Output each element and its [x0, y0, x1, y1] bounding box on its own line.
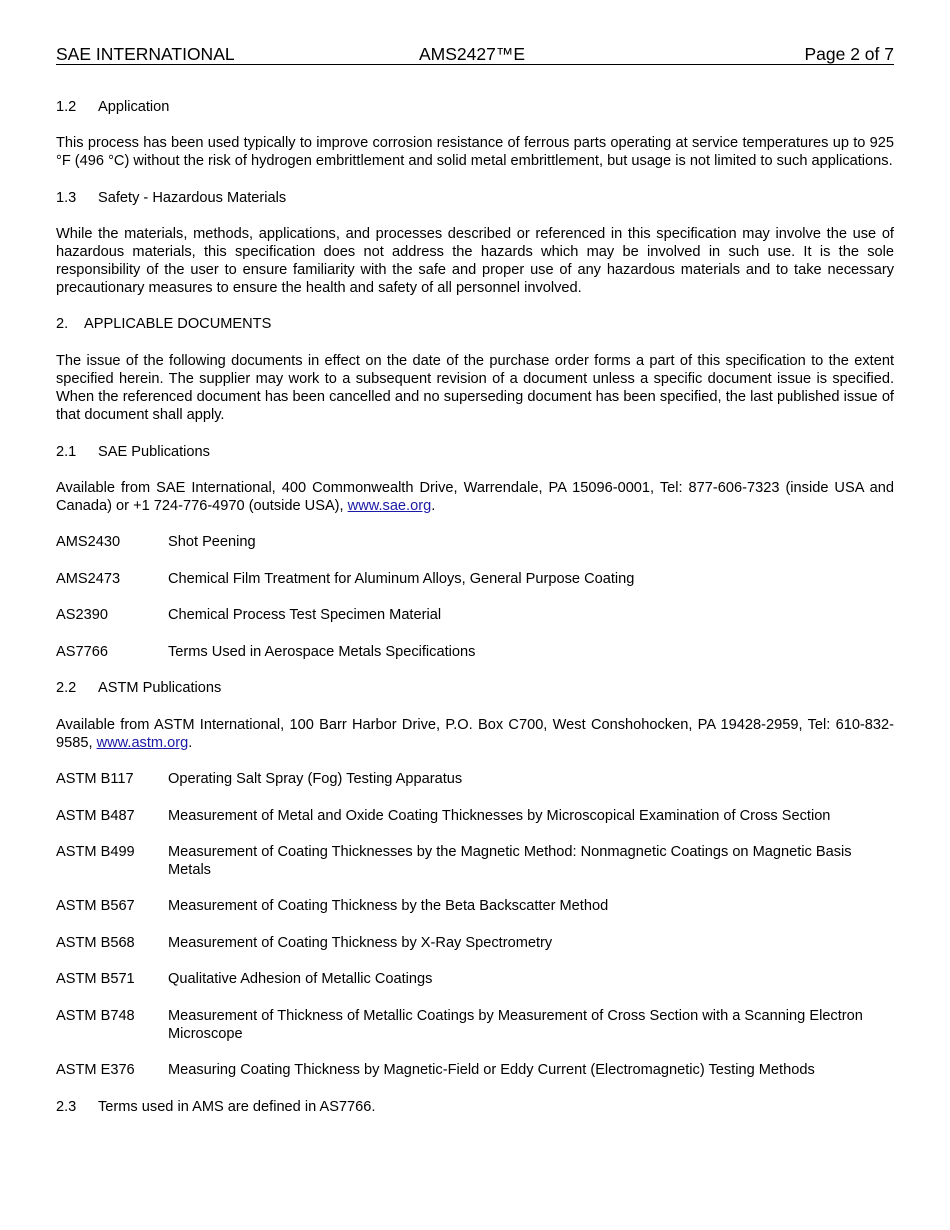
reference-code: AS2390 [56, 607, 108, 623]
reference-title: Qualitative Adhesion of Metallic Coatings [168, 971, 433, 987]
section-number: 2. [56, 316, 69, 332]
section-title: Application [98, 99, 170, 115]
section-title: ASTM Publications [98, 680, 222, 696]
reference-code: ASTM B571 [56, 971, 135, 987]
header-org: SAE INTERNATIONAL [56, 44, 235, 64]
section-number: 1.2 [56, 99, 77, 115]
astm-reference-list [56, 770, 894, 1079]
reference-title: Measurement of Coating Thickness by X-Ray Spectrometry [168, 935, 553, 951]
reference-title: Chemical Film Treatment for Aluminum Alloys, General Purpose Coating [168, 571, 635, 587]
section-text-1-3: While the materials, methods, applications, and processes described or referenced in this specification may involve the use of hazardous materials, this specification does not address the hazards which may be involved in such use. It is the sole responsibility of the user to ensure familiarity with the safe and proper use of any hazardous materials and to take necessary precautionary measures to ensure the health and safety of all personnel involved. [56, 226, 894, 296]
reference-item [56, 643, 894, 661]
reference-item [56, 770, 894, 788]
reference-item [56, 1007, 894, 1043]
reference-code: ASTM B748 [56, 1008, 135, 1024]
section-text-2-1 [56, 479, 894, 515]
section-text-1-2: This process has been used typically to improve corrosion resistance of ferrous parts operating at service temperatures up to 925 °F (496 °C) without the risk of hydrogen embrittlement and solid metal embrittlement, but usage is not limited to such applications. [56, 135, 894, 169]
sae-reference-list [56, 533, 894, 661]
reference-code: ASTM B117 [56, 771, 134, 787]
section-title: APPLICABLE DOCUMENTS [84, 316, 272, 332]
reference-code: AMS2473 [56, 571, 121, 587]
availability-text-end: . [431, 498, 436, 514]
reference-item [56, 970, 894, 988]
section-text-2: The issue of the following documents in effect on the date of the purchase order forms a part of this specification to the extent specified herein. The supplier may work to a subsequent revision of a document unless a specific document issue is specified. When the referenced document has been cancelled and no superseding document has been specified, the last published issue of that document shall apply. [56, 353, 894, 423]
reference-code: AMS2430 [56, 534, 121, 550]
section-heading-2-2 [56, 679, 894, 697]
reference-code: AS7766 [56, 644, 108, 660]
reference-item [56, 807, 894, 825]
reference-title: Measurement of Metal and Oxide Coating Thicknesses by Microscopical Examination of Cross Section [168, 808, 831, 824]
sae-website-link[interactable]: www.sae.org [347, 498, 432, 514]
reference-title: Measurement of Coating Thicknesses by the Magnetic Method: Nonmagnetic Coatings on Magnetic Basis Metals [168, 844, 852, 878]
reference-item [56, 897, 894, 915]
reference-code: ASTM B568 [56, 935, 135, 951]
page-content [56, 42, 894, 1116]
reference-title: Shot Peening [168, 534, 256, 550]
reference-item [56, 843, 894, 879]
header-doc-id: AMS2427™E [419, 44, 526, 64]
reference-item [56, 533, 894, 551]
reference-title: Measuring Coating Thickness by Magnetic-Field or Eddy Current (Electromagnetic) Testing Methods [168, 1062, 815, 1078]
section-text-2-2 [56, 716, 894, 752]
reference-item [56, 570, 894, 588]
reference-item [56, 606, 894, 624]
section-number: 2.3 [56, 1099, 77, 1115]
reference-title: Measurement of Thickness of Metallic Coatings by Measurement of Cross Section with a Scanning Electron Microscope [168, 1008, 863, 1042]
astm-website-link[interactable]: www.astm.org [96, 735, 189, 751]
section-heading-1-3 [56, 189, 894, 207]
reference-code: ASTM B487 [56, 808, 135, 824]
reference-title: Measurement of Coating Thickness by the Beta Backscatter Method [168, 898, 609, 914]
section-title: Safety - Hazardous Materials [98, 190, 287, 206]
reference-title: Terms Used in Aerospace Metals Specifications [168, 644, 476, 660]
section-number: 1.3 [56, 190, 77, 206]
reference-title: Operating Salt Spray (Fog) Testing Apparatus [168, 771, 463, 787]
reference-code: ASTM B499 [56, 844, 135, 860]
reference-item [56, 1061, 894, 1079]
reference-code: ASTM E376 [56, 1062, 135, 1078]
availability-text: Available from SAE International, 400 Commonwealth Drive, Warrendale, PA 15096-0001, Tel: 877-606-7323 (inside USA and Canada) or +1 724-776-4970 (outside USA), [56, 480, 894, 514]
section-number: 2.1 [56, 444, 77, 460]
availability-text-end: . [188, 735, 193, 751]
reference-title: Chemical Process Test Specimen Material [168, 607, 442, 623]
section-number: 2.2 [56, 680, 77, 696]
availability-text: Available from ASTM International, 100 Barr Harbor Drive, P.O. Box C700, West Conshohocken, PA 19428-2959, Tel: 610-832-9585, [56, 717, 894, 751]
reference-item [56, 934, 894, 952]
section-heading-2 [56, 315, 894, 333]
section-text: Terms used in AMS are defined in AS7766. [98, 1099, 376, 1115]
header-page-number: Page 2 of 7 [804, 44, 894, 64]
section-2-3 [56, 1098, 894, 1116]
page-header [56, 42, 894, 65]
reference-code: ASTM B567 [56, 898, 135, 914]
section-title: SAE Publications [98, 444, 210, 460]
section-heading-2-1 [56, 443, 894, 461]
section-heading-1-2 [56, 98, 894, 116]
